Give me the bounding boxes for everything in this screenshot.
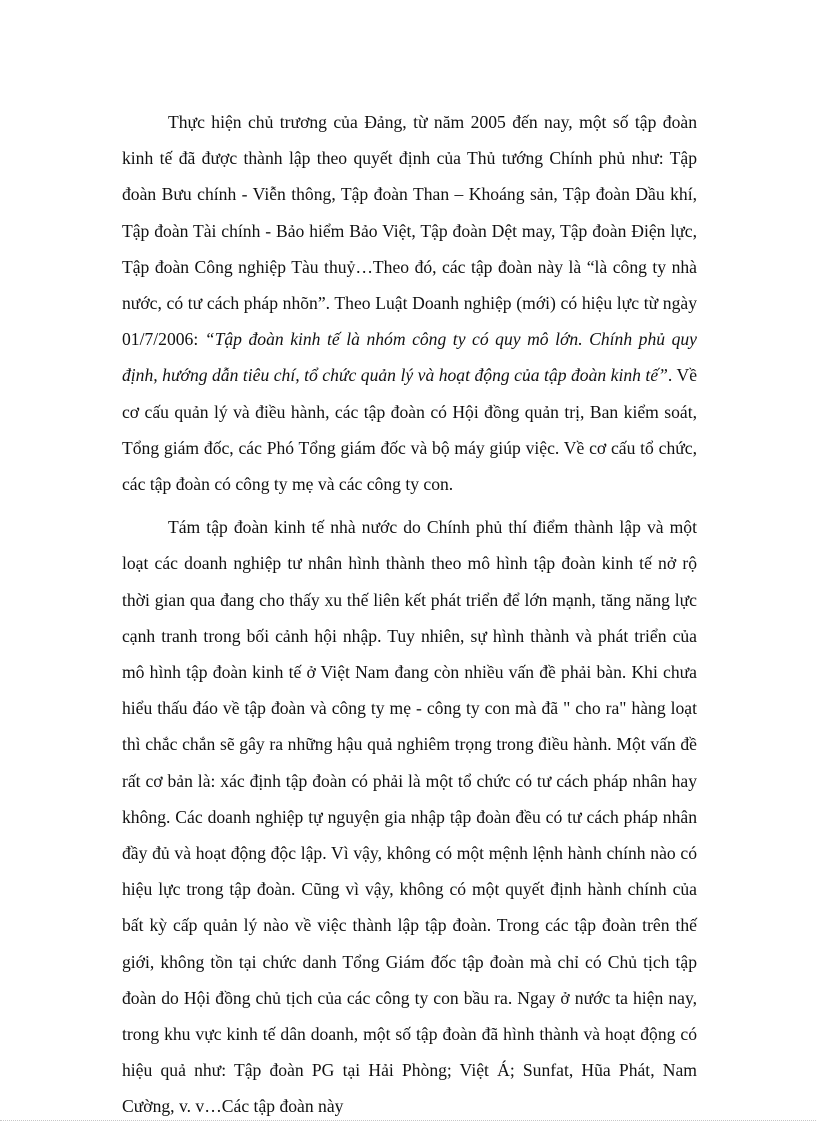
document-body [122, 104, 697, 1125]
paragraph-1 [122, 104, 697, 502]
paragraph-1-text: Thực hiện chủ trương của Đảng, từ năm 2005 đến nay, một số tập đoàn kinh tế đã được thành lập theo quyết định của Thủ tướng Chính phủ như: Tập đoàn Bưu chính - Viễn thông, Tập đoàn Than – Khoáng sản, Tập đoàn Dầu khí, Tập đoàn Tài chính - Bảo hiểm Bảo Việt, Tập đoàn Dệt may, Tập đoàn Điện lực, Tập đoàn Công nghiệp Tàu thuỷ…Theo đó, các tập đoàn này là “là công ty nhà nước, có tư cách pháp nhõn”. Theo Luật Doanh nghiệp (mới) có hiệu lực từ ngày 01/7/2006: [122, 112, 697, 350]
page-bottom-border [0, 1120, 816, 1121]
law-quote: “Tập đoàn kinh tế là nhóm công ty có quy mô lớn. Chính phủ quy định, hướng dẫn tiêu chí, tổ chức quản lý và hoạt động của tập đoàn kinh tế” [122, 329, 697, 386]
paragraph-2: Tám tập đoàn kinh tế nhà nước do Chính phủ thí điểm thành lập và một loạt các doanh nghiệp tư nhân hình thành theo mô hình tập đoàn kinh tế nở rộ thời gian qua đang cho thấy xu thế liên kết phát triển để lớn mạnh, tăng năng lực cạnh tranh trong bối cảnh hội nhập. Tuy nhiên, sự hình thành và phát triển của mô hình tập đoàn kinh tế ở Việt Nam đang còn nhiều vấn đề phải bàn. Khi chưa hiểu thấu đáo về tập đoàn và công ty mẹ - công ty con mà đã " cho ra" hàng loạt thì chắc chắn sẽ gây ra những hậu quả nghiêm trọng trong điều hành. Một vấn đề rất cơ bản là: xác định tập đoàn có phải là một tổ chức có tư cách pháp nhân hay không. Các doanh nghiệp tự nguyện gia nhập tập đoàn đều có tư cách pháp nhân đầy đủ và hoạt động độc lập. Vì vậy, không có một mệnh lệnh hành chính nào có hiệu lực trong tập đoàn. Cũng vì vậy, không có một quyết định hành chính của bất kỳ cấp quản lý nào về việc thành lập tập đoàn. Trong các tập đoàn trên thế giới, không tồn tại chức danh Tổng Giám đốc tập đoàn mà chỉ có Chủ tịch tập đoàn do Hội đồng chủ tịch của các công ty con bầu ra. Ngay ở nước ta hiện nay, trong khu vực kinh tế dân doanh, một số tập đoàn đã hình thành và hoạt động có hiệu quả như: Tập đoàn PG tại Hải Phòng; Việt Á; Sunfat, Hũa Phát, Nam Cường, v. v…Các tập đoàn này [122, 517, 697, 1117]
paragraph-1-continuation: . Về cơ cấu quản lý và điều hành, các tập đoàn có Hội đồng quản trị, Ban kiểm soát, Tổng giám đốc, các Phó Tổng giám đốc và bộ máy giúp việc. Về cơ cấu tổ chức, các tập đoàn có công ty mẹ và các công ty con. [122, 365, 697, 495]
